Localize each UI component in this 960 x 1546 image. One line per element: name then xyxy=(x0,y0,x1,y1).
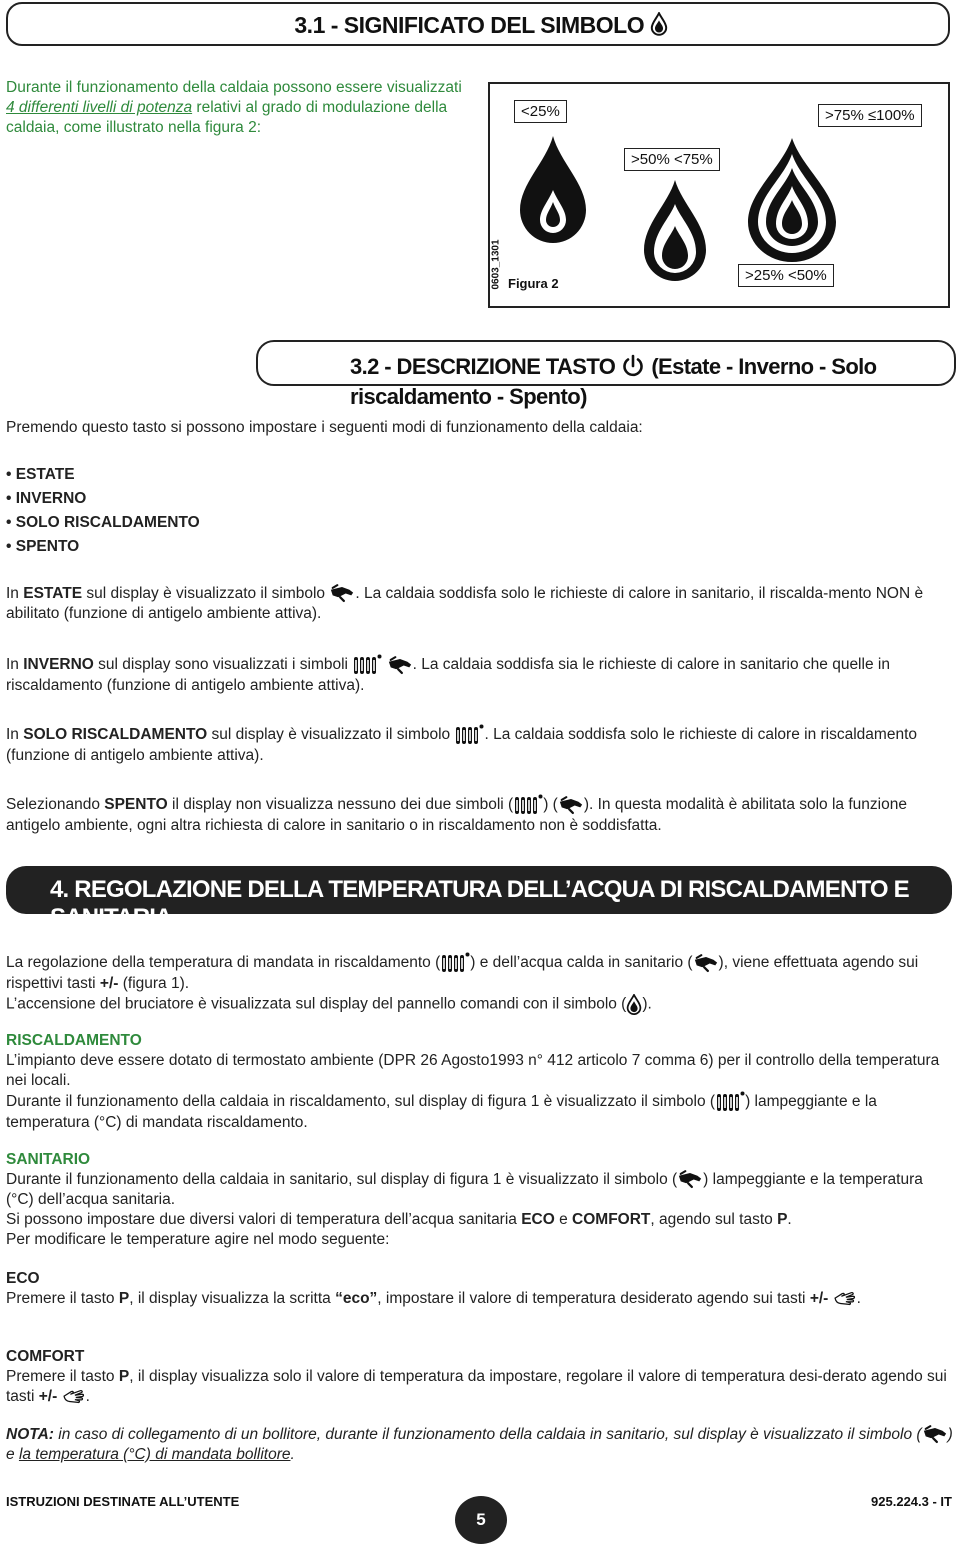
flame-level-50-75 xyxy=(640,176,710,288)
mode-list xyxy=(6,463,200,559)
section-3-1-title xyxy=(294,12,668,39)
intro-text-b: relativi al grado di modulazione della caldaia, come illustrato nella figura 2: xyxy=(6,99,448,136)
mode-item: • INVERNO xyxy=(6,487,200,511)
tap-icon xyxy=(922,1425,948,1444)
san-text-2g: . xyxy=(787,1211,792,1228)
p-inverno-c: sul display sono visualizzati i simboli xyxy=(93,656,353,674)
p-estate-b: ESTATE xyxy=(23,585,83,602)
label-lt25: <25% xyxy=(514,100,567,123)
eco-block xyxy=(6,1269,954,1309)
radiator-icon xyxy=(513,794,543,816)
risc-text-1: L’impianto deve essere dotato di termostato ambiente (DPR 26 Agosto1993 n° 412 articolo 7 comma 6) per il controllo della temperatura nei locali. xyxy=(6,1052,940,1089)
nota-e: . xyxy=(290,1446,295,1463)
eco-b: P xyxy=(118,1290,130,1307)
p-spento-a: Selezionando xyxy=(6,796,105,814)
p-spento-c: il display non visualizza nessuno dei due simboli ( xyxy=(167,796,514,814)
s4-p1-d: +/- xyxy=(99,975,119,992)
sanitario-block xyxy=(6,1150,954,1250)
flame-level-lt25 xyxy=(516,132,590,252)
footer-left: ISTRUZIONI DESTINATE ALL’UTENTE xyxy=(6,1494,240,1509)
tap-icon xyxy=(558,796,584,815)
nota-label: NOTA: xyxy=(6,1426,54,1443)
label-75-100: >75% ≤100% xyxy=(818,104,922,127)
eco-d: “eco” xyxy=(335,1290,378,1307)
mode-item: • SPENTO xyxy=(6,535,200,559)
flame-level-75-100 xyxy=(744,134,840,262)
san-text-2a: Si possono impostare due diversi valori di temperatura dell’acqua sanitaria xyxy=(6,1211,522,1228)
figure-caption: Figura 2 xyxy=(508,276,559,291)
p-solo-a: In xyxy=(6,726,24,744)
radiator-icon xyxy=(352,654,382,676)
eco-f: +/- xyxy=(809,1290,829,1307)
hand-press-icon xyxy=(62,1388,86,1406)
tap-icon xyxy=(693,954,719,973)
san-text-2b: ECO xyxy=(521,1211,555,1228)
eco-e: , impostare il valore di temperatura desiderato agendo sui tasti xyxy=(377,1290,810,1307)
p-solo-d: . La caldaia soddisfa solo le richieste di calore in riscaldamento (funzione di antigelo ambiente attiva). xyxy=(6,726,917,764)
s32-intro: Premendo questo tasto si possono impostare i seguenti modi di funzionamento della caldaia: xyxy=(6,419,643,436)
s4-p1-e: (figura 1). xyxy=(118,975,190,992)
san-text-2f: P xyxy=(777,1211,788,1228)
comfort-e: . xyxy=(85,1388,90,1405)
riscaldamento-heading: RISCALDAMENTO xyxy=(6,1032,142,1049)
eco-a: Premere il tasto xyxy=(6,1290,119,1307)
mode-item: • SOLO RISCALDAMENTO xyxy=(6,511,200,535)
comfort-d: +/- xyxy=(38,1388,58,1405)
comfort-a: Premere il tasto xyxy=(6,1368,119,1385)
label-25-50: >25% <50% xyxy=(738,264,834,287)
tap-icon xyxy=(387,656,413,675)
tap-icon xyxy=(329,584,355,603)
san-text-2e: , agendo sul tasto xyxy=(650,1211,778,1228)
p-estate xyxy=(6,584,954,624)
sanitario-heading: SANITARIO xyxy=(6,1151,91,1168)
eco-g: . xyxy=(856,1290,861,1307)
mode-item: • ESTATE xyxy=(6,463,200,487)
hand-press-icon xyxy=(833,1290,857,1308)
intro-underlined: 4 differenti livelli di potenza xyxy=(6,99,193,116)
p-estate-c: sul display è visualizzato il simbolo xyxy=(82,585,330,602)
radiator-icon xyxy=(715,1091,745,1113)
figure-2 xyxy=(488,82,950,308)
san-text-3: Per modificare le temperature agire nel modo seguente: xyxy=(6,1231,390,1248)
label-50-75: >50% <75% xyxy=(624,148,720,171)
p-inverno-a: In xyxy=(6,656,24,674)
section-3-1-intro xyxy=(6,78,466,138)
nota-b: in caso di collegamento di un bollitore, durante il funzionamento della caldaia in sanitario, sul display è visualizzato il simbolo ( xyxy=(53,1426,922,1443)
intro-text-a: Durante il funzionamento della caldaia possono essere visualizzati xyxy=(6,79,462,96)
section-3-2-title-b: (Estate - Inverno - Solo riscaldamento - Spento) xyxy=(350,354,877,409)
s4-p2-b: ). xyxy=(642,995,652,1013)
flame-icon xyxy=(626,994,642,1015)
san-text-2c: e xyxy=(554,1211,573,1228)
section-4-title: 4. REGOLAZIONE DELLA TEMPERATURA DELL’ACQUA DI RISCALDAMENTO E SANITARIA xyxy=(50,876,909,931)
p-estate-a: In xyxy=(6,585,24,602)
p-estate-d: . La caldaia soddisfa solo le richieste di calore in sanitario, il riscalda-mento NON è abilitato (funzione di antigelo ambiente attiva). xyxy=(6,585,924,622)
section-3-1-title-text: 3.1 - SIGNIFICATO DEL SIMBOLO xyxy=(294,12,645,38)
san-text-1a: Durante il funzionamento della caldaia in sanitario, sul display di figura 1 è visualizzato il simbolo ( xyxy=(6,1171,678,1188)
risc-text-2b: ) lampeggiante e la temperatura (°C) di mandata riscaldamento. xyxy=(6,1093,877,1131)
p-solo-riscaldamento xyxy=(6,724,954,766)
comfort-heading: COMFORT xyxy=(6,1348,85,1365)
eco-c: , il display visualizza la scritta xyxy=(129,1290,336,1307)
nota-block xyxy=(6,1425,954,1465)
comfort-b: P xyxy=(118,1368,130,1385)
p-spento-b: SPENTO xyxy=(104,796,168,814)
page-number: 5 xyxy=(455,1496,507,1544)
p-solo-b: SOLO RISCALDAMENTO xyxy=(23,726,208,744)
s4-p1 xyxy=(6,952,954,1015)
nota-c: ) e xyxy=(6,1426,953,1463)
s4-p1-c: ), viene effettuata agendo sui rispettivi tasti xyxy=(6,954,919,992)
section-3-2-title xyxy=(350,354,960,410)
san-text-2d: COMFORT xyxy=(572,1211,651,1228)
san-text-1b: ) lampeggiante e la temperatura (°C) dell’acqua sanitaria. xyxy=(6,1171,923,1208)
p-spento-d: ) ( xyxy=(543,796,558,814)
risc-text-2a: Durante il funzionamento della caldaia in riscaldamento, sul display di figura 1 è visualizzato il simbolo ( xyxy=(6,1093,716,1111)
power-icon xyxy=(621,354,645,384)
tap-icon xyxy=(677,1170,703,1189)
s4-p1-a: La regolazione della temperatura di mandata in riscaldamento ( xyxy=(6,954,441,972)
comfort-c: , il display visualizza solo il valore di temperatura da impostare, regolare il valore di temperatura desi-derato agendo sui tasti xyxy=(6,1368,947,1405)
flame-icon xyxy=(650,12,668,36)
s4-p2-a: L’accensione del bruciatore è visualizzata sul display del pannello comandi con il simbolo ( xyxy=(6,995,627,1013)
section-3-2-title-a: 3.2 - DESCRIZIONE TASTO xyxy=(350,354,616,379)
s4-p1-b: ) e dell’acqua calda in sanitario ( xyxy=(470,954,693,972)
radiator-icon xyxy=(440,952,470,974)
comfort-block xyxy=(6,1347,954,1407)
footer-right: 925.224.3 - IT xyxy=(871,1494,952,1509)
p-inverno-b: INVERNO xyxy=(23,656,94,674)
p-spento-e: ). In questa modalità è abilitata solo la funzione antigelo ambiente, ogni altra richiesta di calore in sanitario o in riscaldamento non è soddisfatta. xyxy=(6,796,907,834)
p-spento xyxy=(6,794,954,836)
radiator-icon xyxy=(454,724,484,746)
nota-underlined: la temperatura (°C) di mandata bollitore xyxy=(18,1446,291,1463)
figure-code: 0603_1301 xyxy=(490,239,502,290)
eco-heading: ECO xyxy=(6,1270,40,1287)
riscaldamento-block xyxy=(6,1031,954,1133)
p-inverno xyxy=(6,654,954,696)
p-solo-c: sul display è visualizzato il simbolo xyxy=(207,726,455,744)
p-inverno-d: . La caldaia soddisfa sia le richieste di calore in sanitario che quelle in riscaldamento (funzione di antigelo ambiente attiva). xyxy=(6,656,890,694)
